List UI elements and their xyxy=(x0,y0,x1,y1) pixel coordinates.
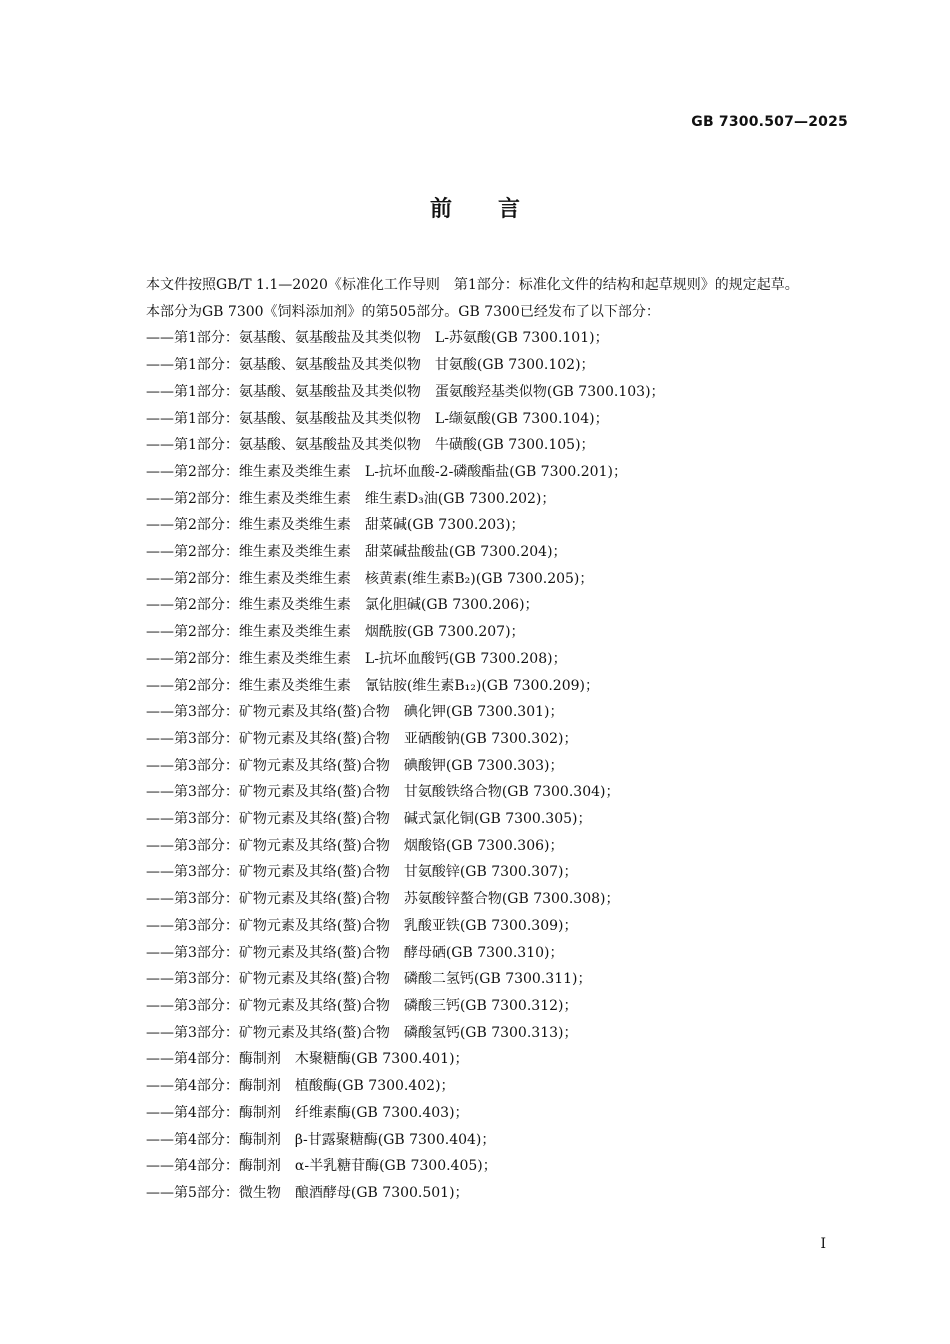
list-item: ——第2部分：维生素及类维生素 维生素D₃油(GB 7300.202)； xyxy=(146,490,556,507)
list-item: ——第3部分：矿物元素及其络(螯)合物 烟酸铬(GB 7300.306)； xyxy=(146,837,564,854)
list-item: ——第2部分：维生素及类维生素 L-抗坏血酸-2-磷酸酯盐(GB 7300.201)； xyxy=(146,463,627,480)
list-item: ——第3部分：矿物元素及其络(螯)合物 碘酸钾(GB 7300.303)； xyxy=(146,757,564,774)
list-item: ——第3部分：矿物元素及其络(螯)合物 磷酸三钙(GB 7300.312)； xyxy=(146,997,578,1014)
list-item: ——第4部分：酶制剂 木聚糖酶(GB 7300.401)； xyxy=(146,1051,469,1068)
list-item: ——第2部分：维生素及类维生素 烟酰胺(GB 7300.207)； xyxy=(146,624,525,641)
list-item: ——第3部分：矿物元素及其络(螯)合物 亚硒酸钠(GB 7300.302)； xyxy=(146,730,578,747)
list-item: ——第3部分：矿物元素及其络(螯)合物 磷酸氢钙(GB 7300.313)； xyxy=(146,1024,578,1041)
page-number: I xyxy=(820,1236,826,1252)
page-title: 前言 xyxy=(429,197,566,222)
list-item: ——第3部分：矿物元素及其络(螯)合物 酵母硒(GB 7300.310)； xyxy=(146,944,564,961)
list-item: ——第4部分：酶制剂 植酸酶(GB 7300.402)； xyxy=(146,1078,455,1095)
drafting-rules-paragraph: 本文件按照GB/T 1.1—2020《标准化工作导则 第1部分：标准化文件的结构和起草规则》的规定起草。 xyxy=(146,277,799,293)
list-item: ——第2部分：维生素及类维生素 氰钴胺(维生素B₁₂)(GB 7300.209)； xyxy=(146,677,599,694)
list-item: ——第1部分：氨基酸、氨基酸盐及其类似物 L-缬氨酸(GB 7300.104)； xyxy=(146,410,609,427)
list-item: ——第2部分：维生素及类维生素 氯化胆碱(GB 7300.206)； xyxy=(146,597,539,614)
list-item: ——第1部分：氨基酸、氨基酸盐及其类似物 牛磺酸(GB 7300.105)； xyxy=(146,437,595,454)
list-item: ——第3部分：矿物元素及其络(螯)合物 乳酸亚铁(GB 7300.309)； xyxy=(146,917,578,934)
list-item: ——第3部分：矿物元素及其络(螯)合物 甘氨酸锌(GB 7300.307)； xyxy=(146,864,578,881)
list-item: ——第1部分：氨基酸、氨基酸盐及其类似物 甘氨酸(GB 7300.102)； xyxy=(146,357,595,374)
list-item: ——第3部分：矿物元素及其络(螯)合物 苏氨酸锌螯合物(GB 7300.308)； xyxy=(146,891,620,908)
list-item: ——第2部分：维生素及类维生素 甜菜碱盐酸盐(GB 7300.204)； xyxy=(146,544,567,561)
list-item: ——第2部分：维生素及类维生素 核黄素(维生素B₂)(GB 7300.205)； xyxy=(146,570,594,587)
list-item: ——第3部分：矿物元素及其络(螯)合物 碱式氯化铜(GB 7300.305)； xyxy=(146,811,592,828)
parts-list xyxy=(114,325,850,1206)
list-item: ——第5部分：微生物 酿酒酵母(GB 7300.501)； xyxy=(146,1184,469,1201)
list-item: ——第1部分：氨基酸、氨基酸盐及其类似物 L-苏氨酸(GB 7300.101)； xyxy=(146,330,609,347)
list-item: ——第2部分：维生素及类维生素 甜菜碱(GB 7300.203)； xyxy=(146,517,525,534)
list-item: ——第3部分：矿物元素及其络(螯)合物 甘氨酸铁络合物(GB 7300.304)； xyxy=(146,784,620,801)
list-item: ——第4部分：酶制剂 β-甘露聚糖酶(GB 7300.404)； xyxy=(146,1131,496,1148)
document-body xyxy=(114,272,850,1207)
list-item: ——第3部分：矿物元素及其络(螯)合物 碘化钾(GB 7300.301)； xyxy=(146,704,564,721)
list-item: ——第4部分：酶制剂 纤维素酶(GB 7300.403)； xyxy=(146,1104,469,1121)
standard-code: GB 7300.507—2025 xyxy=(691,114,848,130)
scope-paragraph: 本部分为GB 7300《饲料添加剂》的第505部分。GB 7300已经发布了以下部分： xyxy=(146,303,660,320)
list-item: ——第3部分：矿物元素及其络(螯)合物 磷酸二氢钙(GB 7300.311)； xyxy=(146,971,592,988)
list-item: ——第1部分：氨基酸、氨基酸盐及其类似物 蛋氨酸羟基类似物(GB 7300.103)； xyxy=(146,383,665,400)
list-item: ——第2部分：维生素及类维生素 L-抗坏血酸钙(GB 7300.208)； xyxy=(146,650,567,667)
list-item: ——第4部分：酶制剂 α-半乳糖苷酶(GB 7300.405)； xyxy=(146,1158,497,1175)
